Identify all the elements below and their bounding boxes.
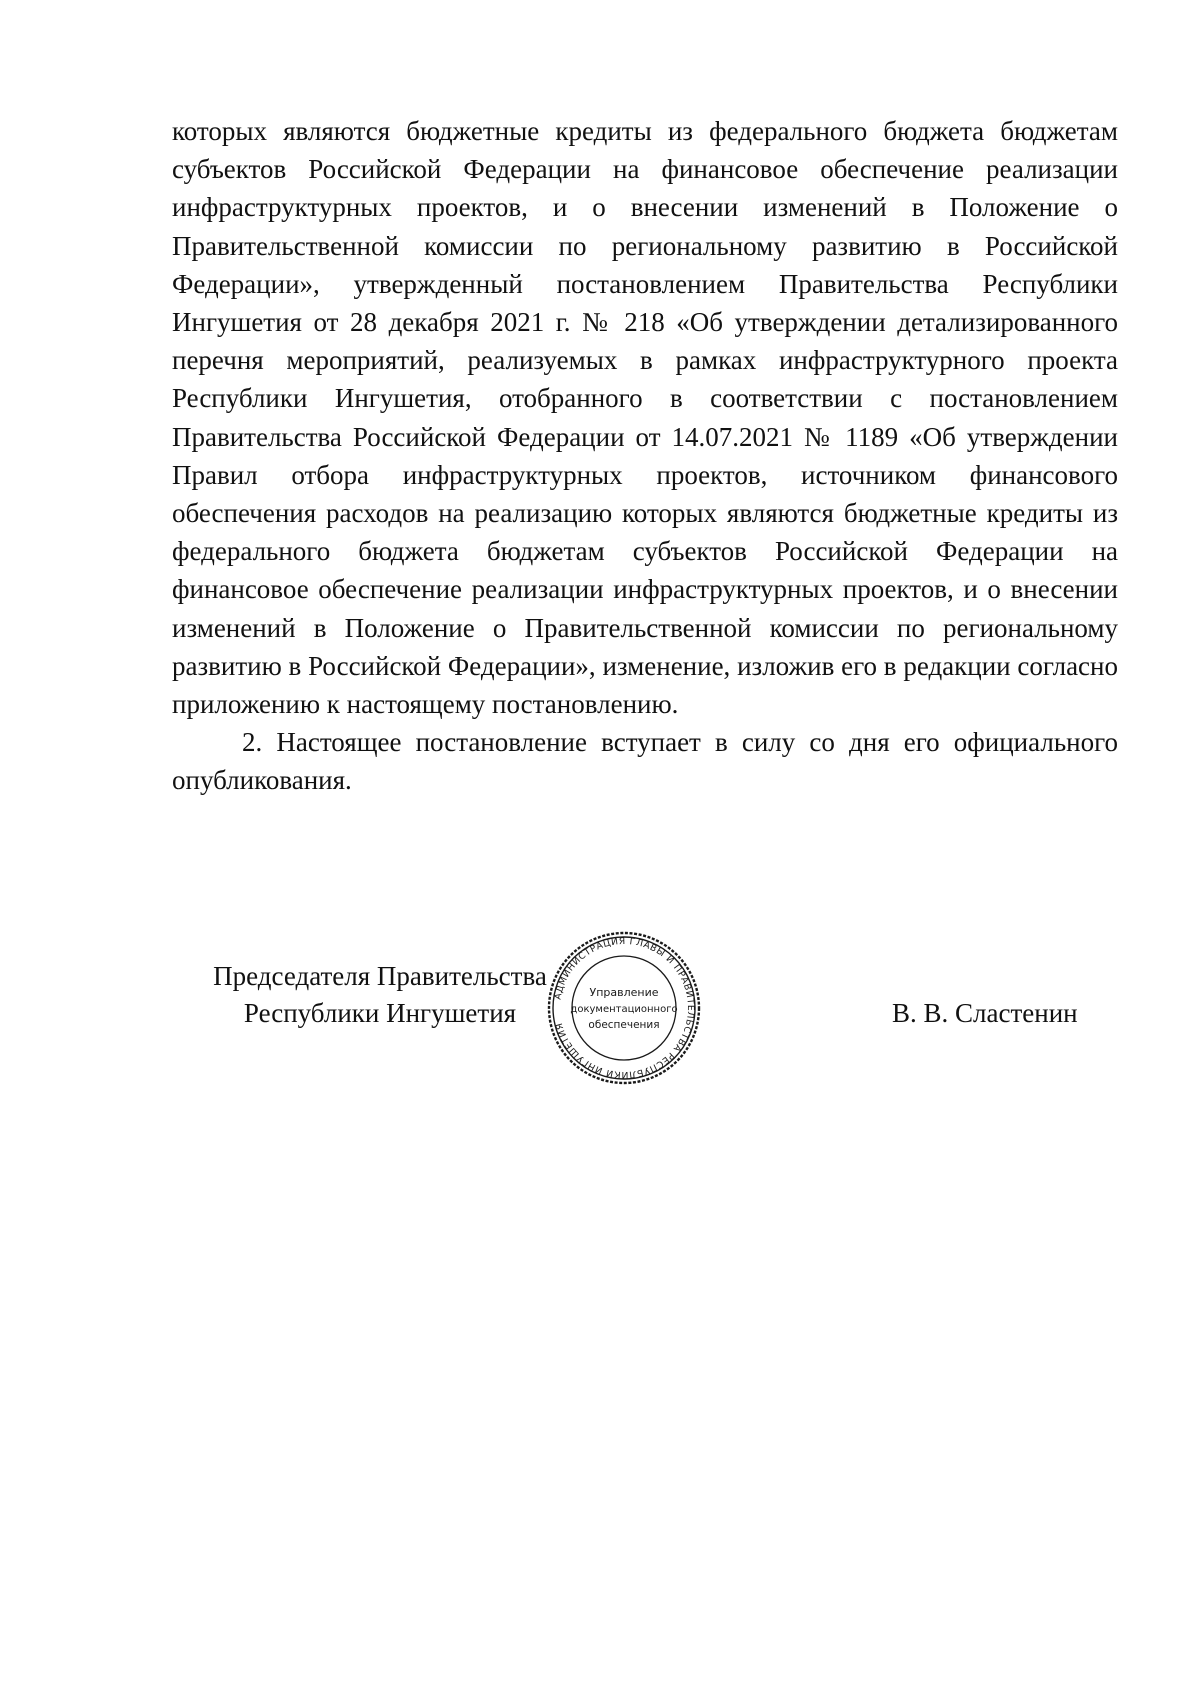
- paragraph-effective-date: 2. Настоящее постановление вступает в силу со дня его официального опубликования.: [172, 727, 1118, 796]
- document-body: [172, 112, 1118, 800]
- seal-outer-text: АДМИНИСТРАЦИЯ ГЛАВЫ И ПРАВИТЕЛЬСТВА РЕСПУБЛИКИ ИНГУШЕТИЯ: [552, 935, 697, 1081]
- signatory-position-line-2: Республики Ингушетия: [243, 998, 517, 1028]
- seal-inner-line-2: документационного: [570, 1004, 678, 1015]
- paragraph-continuation: которых являются бюджетные кредиты из федерального бюджета бюджетам субъектов Российской Федерации на финансовое обеспечение реализации инфраструктурных проектов, и о внесении изменений в Положение о Правительственной комиссии по региональному развитию в Российской Федерации», утвержденный постановлением Правительства Республики Ингушетия от 28 декабря 2021 г. № 218 «Об утверждении детализированного перечня мероприятий, реализуемых в рамках инфраструктурного проекта Республики Ингушетия, отобранного в соответствии с постановлением Правительства Российской Федерации от 14.07.2021 № 1189 «Об утверждении Правил отбора инфраструктурных проектов, источником финансового обеспечения расходов на реализацию которых являются бюджетные кредиты из федерального бюджета бюджетам субъектов Российской Федерации на финансовое обеспечение реализации инфраструктурных проектов, и о внесении изменений в Положение о Правительственной комиссии по региональному развитию в Российской Федерации», изменение, изложив его в редакции согласно приложению к настоящему постановлению.: [172, 116, 1118, 720]
- signatory-position: [200, 958, 560, 1032]
- signatory-position-line-1: Председателя Правительства: [213, 961, 547, 991]
- seal-graphic: [546, 930, 702, 1086]
- seal-inner-line-3: обеспечения: [588, 1019, 660, 1031]
- signatory-name: В. В. Сластенин: [892, 998, 1078, 1028]
- seal-inner-line-1: Управление: [589, 986, 659, 999]
- official-seal-stamp: [546, 930, 702, 1086]
